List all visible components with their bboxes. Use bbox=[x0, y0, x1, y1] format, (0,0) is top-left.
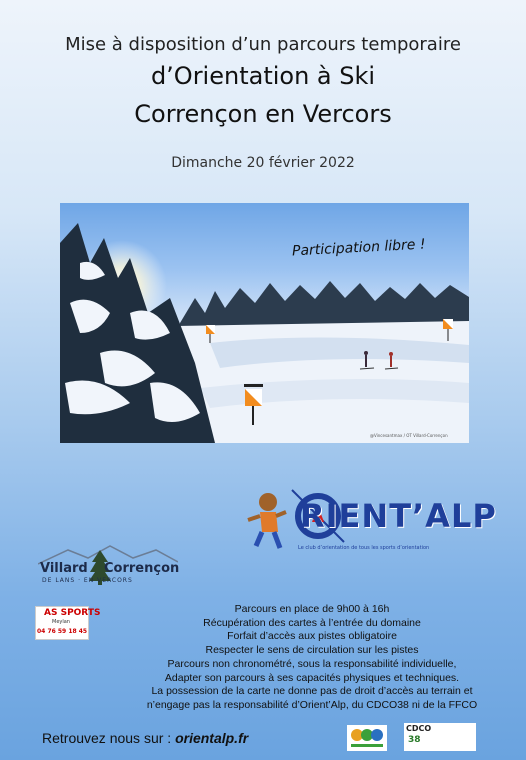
info-line: Récupération des cartes à l’entrée du domaine bbox=[203, 616, 421, 629]
participation-text: Participation libre ! bbox=[291, 236, 426, 260]
villard-subtitle: DE LANS · EN VERCORS bbox=[42, 577, 133, 584]
info-line: Forfait d’accès aux pistes obligatoire bbox=[227, 630, 397, 643]
info-line: La possession de la carte ne donne pas de droit d’accès au terrain et bbox=[151, 685, 473, 698]
info-line: Parcours non chronométré, sous la responsabilité individuelle, bbox=[167, 657, 457, 670]
correncon-label: Corrençon bbox=[104, 561, 180, 576]
event-date: Dimanche 20 février 2022 bbox=[171, 155, 355, 171]
title-line-1: Mise à disposition d’un parcours temporaire bbox=[65, 34, 461, 55]
title-line-2: d’Orientation à Ski bbox=[150, 62, 376, 90]
cdco-label: CDCO bbox=[406, 724, 432, 733]
ffco-logo bbox=[347, 725, 387, 751]
website-link[interactable]: orientalp.fr bbox=[175, 730, 249, 746]
photo-credit: @Vincesantmax / OT Villard-Corrençon bbox=[370, 433, 448, 438]
mascot-runner-icon bbox=[248, 493, 286, 548]
orientalp-wordmark: RIENT’ALP bbox=[300, 497, 497, 535]
title-line-3: Corrençon en Vercors bbox=[134, 100, 392, 128]
footer-prefix: Retrouvez nous sur : bbox=[42, 730, 176, 746]
info-line: Respecter le sens de circulation sur les pistes bbox=[205, 644, 419, 657]
orientalp-tagline: Le club d’orientation de tous les sports d’orientation bbox=[298, 545, 430, 551]
as-sports-phone: 04 76 59 18 45 bbox=[37, 628, 88, 635]
ski-landscape-photo bbox=[60, 203, 469, 443]
cdco-number: 38 bbox=[408, 735, 421, 745]
info-line: n’engage pas la responsabilité d’Orient’Alp, du CDCO38 ni de la FFCO bbox=[146, 698, 478, 711]
as-sports-name: AS SPORTS bbox=[44, 608, 101, 618]
footer-text bbox=[42, 730, 248, 746]
info-line: Adapter son parcours à ses capacités physiques et techniques. bbox=[164, 671, 460, 684]
info-block bbox=[112, 603, 512, 713]
as-sports-city: Meylan bbox=[52, 619, 70, 625]
info-line: Parcours en place de 9h00 à 16h bbox=[234, 603, 390, 615]
villard-label: Villard bbox=[40, 561, 88, 576]
